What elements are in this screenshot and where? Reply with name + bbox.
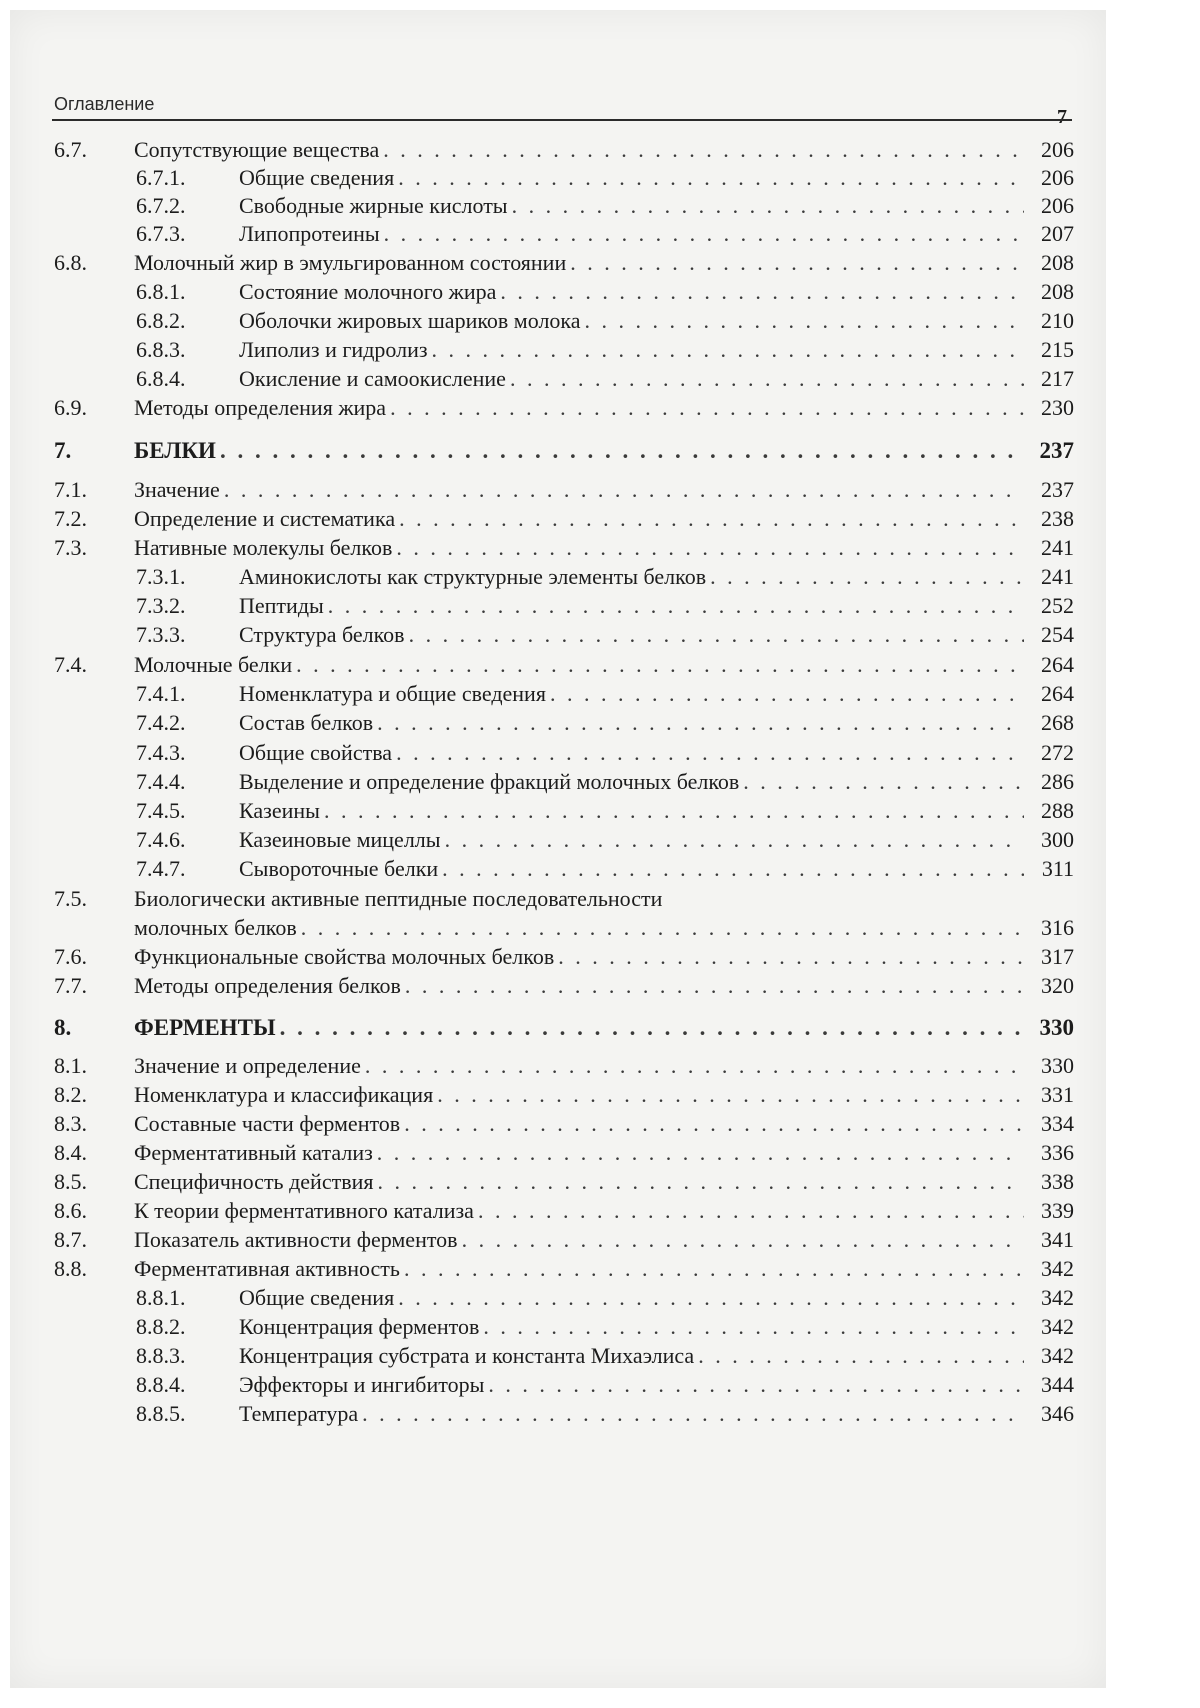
toc-entry-number: 7.6. bbox=[54, 944, 87, 969]
toc-entry-title: Липопротеины bbox=[239, 221, 380, 246]
leader-dots bbox=[377, 707, 1024, 738]
toc-entry-number: 8.8. bbox=[54, 1256, 87, 1281]
leader-dots bbox=[550, 678, 1024, 709]
toc-entry-page: 344 bbox=[1041, 1372, 1074, 1397]
leader-dots bbox=[362, 1398, 1024, 1429]
leader-dots bbox=[698, 1340, 1024, 1371]
toc-entry-page: 215 bbox=[1041, 337, 1074, 362]
toc-entry-page: 206 bbox=[1041, 137, 1074, 162]
toc-entry-page: 342 bbox=[1041, 1285, 1074, 1310]
toc-entry bbox=[54, 853, 1078, 884]
toc-entry-title: Функциональные свойства молочных белков bbox=[134, 944, 555, 969]
toc-entry-number: 7.4.1. bbox=[136, 681, 186, 706]
leader-dots bbox=[488, 1369, 1024, 1400]
toc-entry-multiline bbox=[54, 883, 1078, 914]
running-title: Оглавление bbox=[54, 94, 155, 114]
toc-entry bbox=[54, 1195, 1078, 1226]
toc-entry-number: 7.3.1. bbox=[136, 564, 186, 589]
toc-entry-title: Нативные молекулы белков bbox=[134, 535, 393, 560]
toc-entry bbox=[54, 1398, 1078, 1429]
toc-entry-number: 7.4. bbox=[54, 652, 87, 677]
toc-entry-page: 208 bbox=[1041, 279, 1074, 304]
toc-entry bbox=[54, 678, 1078, 709]
toc-entry-title: Сопутствующие вещества bbox=[134, 137, 380, 162]
toc-entry-title: Номенклатура и общие сведения bbox=[239, 681, 546, 706]
toc-entry-title: Ферментативный катализ bbox=[134, 1140, 373, 1165]
toc-entry-title: Окисление и самоокисление bbox=[239, 366, 506, 391]
toc-entry-page: 339 bbox=[1041, 1198, 1074, 1223]
toc-entry-title: Общие сведения bbox=[239, 1285, 395, 1310]
toc-entry-title: К теории ферментативного катализа bbox=[134, 1198, 474, 1223]
toc-entry bbox=[54, 247, 1078, 278]
toc-entry-title: Концентрация субстрата и константа Михаэлиса bbox=[239, 1343, 695, 1368]
toc-entry-title: Эффекторы и ингибиторы bbox=[239, 1372, 485, 1397]
leader-dots bbox=[585, 305, 1024, 336]
toc-entry bbox=[54, 532, 1078, 563]
leader-dots bbox=[442, 853, 1024, 884]
chapter-page: 237 bbox=[1039, 438, 1074, 463]
toc-entry-title: Биологически активные пептидные последовательности bbox=[134, 886, 663, 911]
toc-entry-number: 6.7. bbox=[54, 137, 87, 162]
toc-entry-title: Значение и определение bbox=[134, 1053, 361, 1078]
toc-entry-page: 264 bbox=[1041, 681, 1074, 706]
toc-entry-page: 311 bbox=[1041, 856, 1074, 881]
leader-dots bbox=[483, 1311, 1024, 1342]
toc-entry-number: 8.8.3. bbox=[136, 1343, 186, 1368]
toc-entry bbox=[54, 1050, 1078, 1081]
toc-entry-title: Свободные жирные кислоты bbox=[239, 193, 508, 218]
toc-entry-page: 210 bbox=[1041, 308, 1074, 333]
toc-entry-number: 7.7. bbox=[54, 973, 87, 998]
toc-entry-page: 268 bbox=[1041, 710, 1074, 735]
toc-entry-title: Состояние молочного жира bbox=[239, 279, 497, 304]
toc-entry-number: 8.5. bbox=[54, 1169, 87, 1194]
toc-entry bbox=[54, 334, 1078, 365]
toc-entry bbox=[54, 824, 1078, 855]
toc-entry-title: Температура bbox=[239, 1401, 359, 1426]
toc-entry-title: Ферментативная активность bbox=[134, 1256, 400, 1281]
toc-entry-title: Липолиз и гидролиз bbox=[239, 337, 428, 362]
leader-dots bbox=[383, 134, 1024, 165]
toc-entry bbox=[54, 1108, 1078, 1139]
toc-entry-page: 254 bbox=[1041, 622, 1074, 647]
toc-entry-number: 7.4.4. bbox=[136, 769, 186, 794]
leader-dots bbox=[445, 824, 1024, 855]
chapter-title: БЕЛКИ bbox=[134, 438, 216, 463]
toc-entry-page: 272 bbox=[1041, 740, 1074, 765]
toc-entry-number: 8.6. bbox=[54, 1198, 87, 1223]
toc-entry-number: 8.8.4. bbox=[136, 1372, 186, 1397]
toc-entry bbox=[54, 218, 1078, 249]
toc-entry-page: 264 bbox=[1041, 652, 1074, 677]
leader-dots bbox=[512, 190, 1024, 221]
leader-dots bbox=[324, 795, 1024, 826]
toc-entry-number: 8.2. bbox=[54, 1082, 87, 1107]
toc-entry-title: Методы определения белков bbox=[134, 973, 401, 998]
toc-entry-page: 217 bbox=[1041, 366, 1074, 391]
toc-entry-page: 317 bbox=[1041, 944, 1074, 969]
toc-entry-title: Составные части ферментов bbox=[134, 1111, 401, 1136]
toc-entry-number: 7.4.3. bbox=[136, 740, 186, 765]
toc-entry-page: 320 bbox=[1041, 973, 1074, 998]
toc-entry-number: 6.8.2. bbox=[136, 308, 186, 333]
toc-entry-page: 342 bbox=[1041, 1343, 1074, 1368]
toc-entry bbox=[54, 474, 1078, 505]
leader-dots bbox=[377, 1137, 1024, 1168]
leader-dots bbox=[328, 590, 1024, 621]
toc-entry bbox=[54, 305, 1078, 336]
toc-entry-page: 331 bbox=[1041, 1082, 1074, 1107]
toc-entry-page: 334 bbox=[1041, 1111, 1074, 1136]
toc-entry bbox=[54, 737, 1078, 768]
toc-entry bbox=[54, 162, 1078, 193]
toc-entry-page: 336 bbox=[1041, 1140, 1074, 1165]
toc-entry-number: 8.8.5. bbox=[136, 1401, 186, 1426]
leader-dots bbox=[462, 1224, 1024, 1255]
toc-entry-number: 7.4.2. bbox=[136, 710, 186, 735]
toc-entry-number: 7.1. bbox=[54, 477, 87, 502]
leader-dots bbox=[384, 218, 1024, 249]
toc-entry bbox=[54, 766, 1078, 797]
leader-dots bbox=[570, 247, 1024, 278]
toc-entry-number: 6.8.4. bbox=[136, 366, 186, 391]
toc-entry-title: Методы определения жира bbox=[134, 395, 387, 420]
toc-entry bbox=[54, 1311, 1078, 1342]
toc-entry bbox=[54, 941, 1078, 972]
toc-entry-number: 8.1. bbox=[54, 1053, 87, 1078]
leader-dots bbox=[510, 363, 1024, 394]
leader-dots bbox=[398, 1282, 1024, 1313]
toc-entry bbox=[54, 970, 1078, 1001]
toc-entry-page: 341 bbox=[1041, 1227, 1074, 1252]
toc-entry-number: 6.8.1. bbox=[136, 279, 186, 304]
toc-entry-number: 6.7.3. bbox=[136, 221, 186, 246]
toc-entry-number: 8.8.1. bbox=[136, 1285, 186, 1310]
chapter-number: 8. bbox=[54, 1015, 72, 1040]
toc-entry bbox=[54, 1079, 1078, 1110]
toc-entry-title: Концентрация ферментов bbox=[239, 1314, 480, 1339]
toc-entry bbox=[54, 707, 1078, 738]
table-of-contents bbox=[54, 10, 1078, 1708]
leader-dots bbox=[224, 474, 1024, 505]
toc-entry bbox=[54, 649, 1078, 680]
toc-entry-number: 6.9. bbox=[54, 395, 87, 420]
toc-entry bbox=[54, 134, 1078, 165]
toc-entry-title: Пептиды bbox=[239, 593, 324, 618]
toc-entry-title: Молочный жир в эмульгированном состоянии bbox=[134, 250, 567, 275]
toc-entry-number: 8.8.2. bbox=[136, 1314, 186, 1339]
leader-dots bbox=[409, 619, 1024, 650]
leader-dots bbox=[365, 1050, 1024, 1081]
chapter-number: 7. bbox=[54, 438, 72, 463]
chapter-title: ФЕРМЕНТЫ bbox=[134, 1015, 276, 1040]
toc-entry-title: Аминокислоты как структурные элементы белков bbox=[239, 564, 707, 589]
toc-entry-page: 286 bbox=[1041, 769, 1074, 794]
leader-dots bbox=[398, 162, 1024, 193]
toc-entry-number: 7.2. bbox=[54, 506, 87, 531]
leader-dots bbox=[377, 1166, 1024, 1197]
toc-chapter bbox=[54, 435, 1078, 466]
chapter-page: 330 bbox=[1039, 1015, 1074, 1040]
toc-entry-number: 6.7.1. bbox=[136, 165, 186, 190]
toc-entry bbox=[54, 190, 1078, 221]
toc-entry-title-continued: молочных белков bbox=[134, 915, 297, 940]
toc-entry-page: 206 bbox=[1041, 193, 1074, 218]
toc-entry bbox=[54, 392, 1078, 423]
toc-entry bbox=[54, 1137, 1078, 1168]
toc-entry bbox=[54, 795, 1078, 826]
toc-entry-title: Показатель активности ферментов bbox=[134, 1227, 458, 1252]
leader-dots bbox=[500, 276, 1024, 307]
leader-dots bbox=[396, 532, 1024, 563]
toc-entry-title: Казеины bbox=[239, 798, 320, 823]
toc-entry-title: Определение и систематика bbox=[134, 506, 396, 531]
toc-entry-title: Казеиновые мицеллы bbox=[239, 827, 441, 852]
toc-entry-title: Общие сведения bbox=[239, 165, 395, 190]
toc-entry-page: 241 bbox=[1041, 564, 1074, 589]
toc-entry-number: 6.8.3. bbox=[136, 337, 186, 362]
toc-entry-title: Структура белков bbox=[239, 622, 405, 647]
book-page bbox=[10, 10, 1106, 1688]
toc-entry-number: 6.8. bbox=[54, 250, 87, 275]
leader-dots bbox=[296, 649, 1024, 680]
leader-dots bbox=[432, 334, 1024, 365]
leader-dots bbox=[396, 737, 1024, 768]
toc-entry-number: 8.4. bbox=[54, 1140, 87, 1165]
toc-entry-title: Значение bbox=[134, 477, 220, 502]
toc-entry-title: Молочные белки bbox=[134, 652, 293, 677]
toc-entry-page: 208 bbox=[1041, 250, 1074, 275]
leader-dots bbox=[478, 1195, 1024, 1226]
toc-entry bbox=[54, 1253, 1078, 1284]
toc-entry-number: 7.3.2. bbox=[136, 593, 186, 618]
toc-entry-page: 330 bbox=[1041, 1053, 1074, 1078]
toc-entry bbox=[54, 1369, 1078, 1400]
toc-entry-continuation bbox=[54, 912, 1078, 943]
toc-entry-page: 338 bbox=[1041, 1169, 1074, 1194]
leader-dots bbox=[404, 1253, 1024, 1284]
toc-entry bbox=[54, 590, 1078, 621]
toc-entry bbox=[54, 1224, 1078, 1255]
toc-entry-page: 316 bbox=[1041, 915, 1074, 940]
toc-entry-title: Номенклатура и классификация bbox=[134, 1082, 434, 1107]
toc-entry bbox=[54, 1166, 1078, 1197]
toc-entry-title: Сывороточные белки bbox=[239, 856, 439, 881]
leader-dots bbox=[390, 392, 1024, 423]
toc-entry-page: 346 bbox=[1041, 1401, 1074, 1426]
toc-entry-title: Выделение и определение фракций молочных белков bbox=[239, 769, 740, 794]
leader-dots bbox=[710, 561, 1024, 592]
toc-entry-number: 7.3.3. bbox=[136, 622, 186, 647]
toc-entry-number: 8.3. bbox=[54, 1111, 87, 1136]
toc-entry-page: 342 bbox=[1041, 1256, 1074, 1281]
leader-dots bbox=[743, 766, 1024, 797]
toc-chapter bbox=[54, 1012, 1078, 1043]
toc-entry-number: 8.7. bbox=[54, 1227, 87, 1252]
toc-entry-number: 7.4.6. bbox=[136, 827, 186, 852]
toc-entry-number: 7.3. bbox=[54, 535, 87, 560]
toc-entry-number: 7.5. bbox=[54, 886, 87, 911]
leader-dots bbox=[404, 1108, 1024, 1139]
toc-entry-page: 237 bbox=[1041, 477, 1074, 502]
toc-entry bbox=[54, 619, 1078, 650]
toc-entry-number: 6.7.2. bbox=[136, 193, 186, 218]
toc-entry bbox=[54, 503, 1078, 534]
toc-entry-page: 206 bbox=[1041, 165, 1074, 190]
page-number: 7 bbox=[1057, 106, 1067, 128]
toc-entry-page: 300 bbox=[1041, 827, 1074, 852]
toc-entry bbox=[54, 363, 1078, 394]
toc-entry-title: Специфичность действия bbox=[134, 1169, 374, 1194]
leader-dots bbox=[301, 912, 1024, 943]
toc-entry bbox=[54, 1340, 1078, 1371]
toc-entry bbox=[54, 561, 1078, 592]
toc-entry-page: 252 bbox=[1041, 593, 1074, 618]
leader-dots bbox=[405, 970, 1024, 1001]
toc-entry-page: 238 bbox=[1041, 506, 1074, 531]
toc-entry-number: 7.4.5. bbox=[136, 798, 186, 823]
leader-dots bbox=[220, 435, 1024, 466]
toc-entry-title: Оболочки жировых шариков молока bbox=[239, 308, 581, 333]
toc-entry-page: 241 bbox=[1041, 535, 1074, 560]
toc-entry-page: 342 bbox=[1041, 1314, 1074, 1339]
leader-dots bbox=[280, 1012, 1024, 1043]
toc-entry-title: Общие свойства bbox=[239, 740, 393, 765]
toc-entry-page: 230 bbox=[1041, 395, 1074, 420]
toc-entry bbox=[54, 276, 1078, 307]
toc-entry-number: 7.4.7. bbox=[136, 856, 186, 881]
toc-entry-page: 288 bbox=[1041, 798, 1074, 823]
toc-entry-page: 207 bbox=[1041, 221, 1074, 246]
leader-dots bbox=[399, 503, 1024, 534]
toc-entry-title: Состав белков bbox=[239, 710, 374, 735]
leader-dots bbox=[558, 941, 1024, 972]
toc-entry bbox=[54, 1282, 1078, 1313]
leader-dots bbox=[437, 1079, 1024, 1110]
